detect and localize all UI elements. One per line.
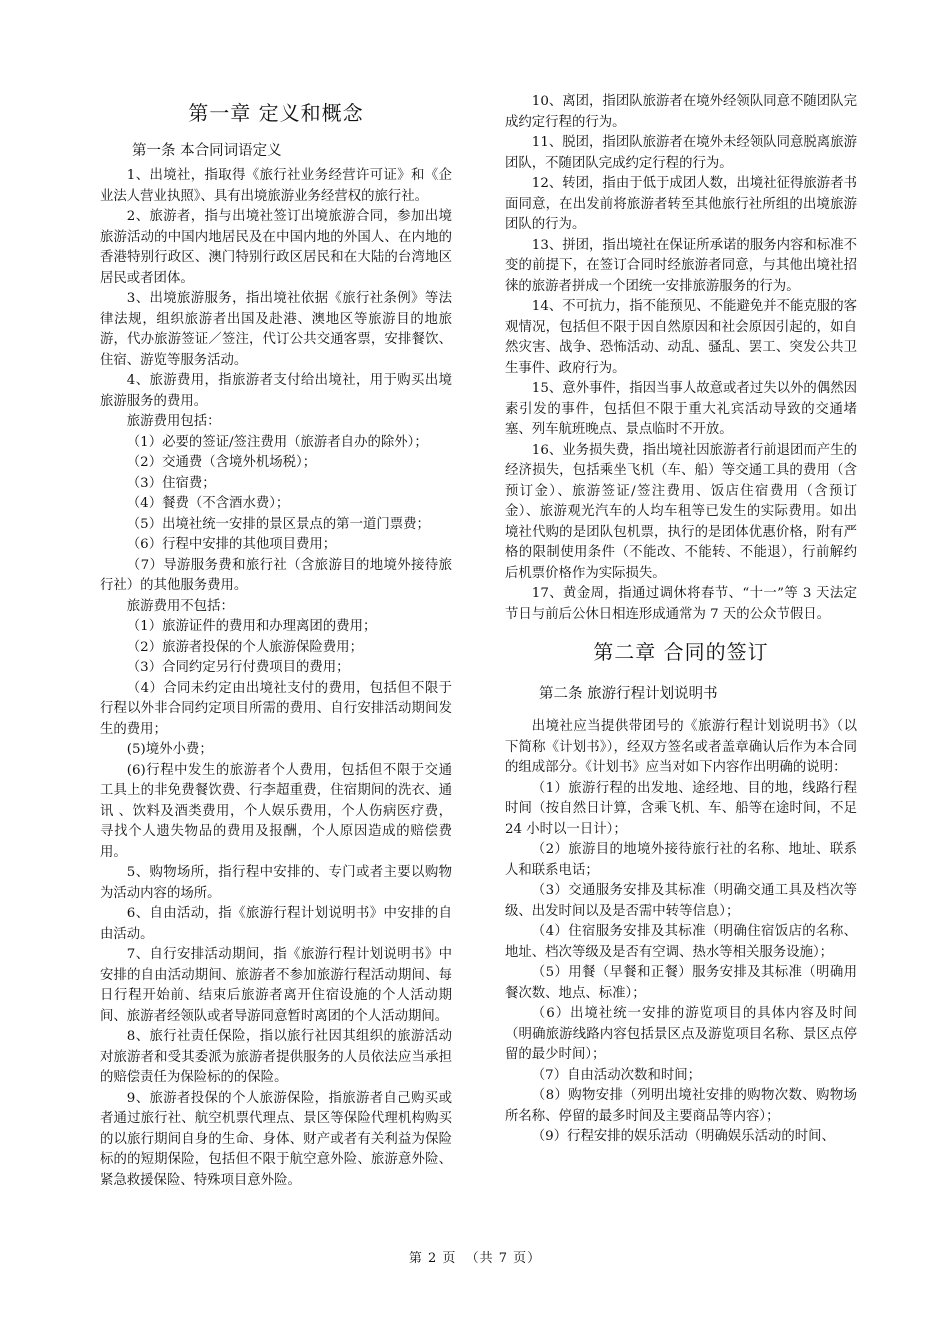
paragraph: （5）出境社统一安排的景区景点的第一道门票费； bbox=[126, 516, 430, 532]
paragraph: 6、自由活动，指《旅游行程计划说明书》中安排的自由活动。 bbox=[100, 906, 452, 942]
paragraph: 2、旅游者，指与出境社签订出境旅游合同，参加出境旅游活动的中国内地居民及在中国内地的外国人、在内地的香港特别行政区、澳门特别行政区居民和在大陆的台湾地区居民或者团体。 bbox=[100, 209, 452, 286]
paragraph: （5）用餐（早餐和正餐）服务安排及其标准（明确用餐次数、地点、标准）； bbox=[505, 965, 857, 1001]
paragraph: (6)行程中发生的旅游者个人费用，包括但不限于交通工具上的非免费餐饮费、行李超重费，住宿期间的洗衣、通讯 、饮料及酒类费用，个人娱乐费用，个人伤病医疗费，寻找个人遗失物品的费用及报酬，个人原因造成的赔偿费用。 bbox=[100, 762, 452, 860]
paragraph: 10、离团，指团队旅游者在境外经领队同意不随团队完成约定行程的行为。 bbox=[505, 94, 857, 130]
paragraph: 3、出境旅游服务，指出境社依据《旅行社条例》等法律法规，组织旅游者出国及赴港、澳地区等旅游目的地旅游，代办旅游签证／签注，代订公共交通客票，安排餐饮、住宿、游览等服务活动。 bbox=[100, 291, 452, 368]
paragraph: （1）旅游证件的费用和办理离团的费用； bbox=[126, 619, 377, 634]
paragraph: （2）交通费（含境外机场税）； bbox=[126, 455, 317, 470]
paragraph: （3）住宿费； bbox=[126, 475, 216, 491]
paragraph: （4）餐费（不含酒水费）； bbox=[126, 496, 290, 511]
paragraph: 17、黄金周，指通过调休将春节、“十一”等 3 天法定节日与前后公休日相连形成通常为 7 天的公众节假日。 bbox=[505, 586, 857, 622]
left-column bbox=[100, 92, 452, 1191]
paragraph: 13、拼团，指出境社在保证所承诺的服务内容和标准不变的前提下，在签订合同时经旅游者同意，与其他出境社招徕的旅游者拼成一个团统一安排旅游服务的行为。 bbox=[505, 237, 857, 294]
left-paragraphs bbox=[100, 166, 452, 1191]
paragraph: (5)境外小费； bbox=[126, 742, 213, 757]
chapter-2-title: 第二章 合同的签订 bbox=[593, 640, 769, 664]
paragraph: 4、旅游费用，指旅游者支付给出境社，用于购买出境旅游服务的费用。 bbox=[100, 373, 452, 409]
paragraph: 12、转团，指由于低于成团人数，出境社征得旅游者书面同意，在出发前将旅游者转至其他旅行社所组的出境旅游团队的行为。 bbox=[505, 176, 857, 232]
page-footer bbox=[0, 1247, 950, 1266]
paragraph: 出境社应当提供带团号的《旅游行程计划说明书》（以下简称《计划书》），经双方签名或者盖章确认后作为本合同的组成部分。《计划书》应当对如下内容作出明确的说明： bbox=[505, 719, 857, 775]
paragraph: （3）交通服务安排及其标准（明确交通工具及档次等级、出发时间以及是否需中转等信息）； bbox=[505, 883, 857, 919]
right-paragraphs-a bbox=[505, 92, 857, 625]
paragraph: （3）合同约定另行付费项目的费用； bbox=[126, 660, 350, 675]
paragraph: 7、自行安排活动期间，指《旅游行程计划说明书》中安排的自由活动期间、旅游者不参加旅游行程活动期间、每日行程开始前、结束后旅游者离开住宿设施的个人活动期间、旅游者经领队或者导游同意暂时离团的个人活动期间。 bbox=[100, 947, 452, 1024]
paragraph: （2）旅游者投保的个人旅游保险费用； bbox=[126, 639, 363, 655]
article-2-title: 第二条 旅游行程计划说明书 bbox=[539, 686, 718, 702]
right-paragraphs-b bbox=[505, 717, 857, 1148]
paragraph: （1）必要的签证/签注费用（旅游者自办的除外）； bbox=[126, 434, 428, 450]
page-total: （共 7 页） bbox=[465, 1251, 542, 1266]
paragraph: 旅游费用不包括： bbox=[126, 598, 234, 614]
paragraph: 5、购物场所，指行程中安排的、专门或者主要以购物为活动内容的场所。 bbox=[100, 865, 452, 901]
paragraph: （9）行程安排的娱乐活动（明确娱乐活动的时间、 bbox=[531, 1129, 835, 1144]
paragraph: （6）行程中安排的其他项目费用； bbox=[126, 537, 337, 552]
paragraph: 旅游费用包括： bbox=[126, 414, 221, 429]
paragraph: （6）出境社统一安排的游览项目的具体内容及时间（明确旅游线路内容包括景区点及游览项目名称、景区点停留的最少时间）； bbox=[505, 1006, 857, 1062]
paragraph: （7）导游服务费和旅行社（含旅游目的地境外接待旅行社）的其他服务费用。 bbox=[100, 557, 452, 593]
right-column bbox=[505, 92, 857, 1148]
paragraph: 9、旅游者投保的个人旅游保险，指旅游者自己购买或者通过旅行社、航空机票代理点、景区等保险代理机构购买的以旅行期间自身的生命、身体、财产或者有关利益为保险标的的短期保险，包括但不限于航空意外险、旅游意外险、紧急救援保险、特殊项目意外险。 bbox=[100, 1090, 452, 1188]
paragraph: （1）旅游行程的出发地、途经地、目的地，线路行程时间（按自然日计算，含乘飞机、车、船等在途时间，不足 24 小时以一日计）； bbox=[505, 780, 857, 837]
paragraph: 11、脱团，指团队旅游者在境外未经领队同意脱离旅游团队，不随团队完成约定行程的行为。 bbox=[505, 135, 857, 171]
paragraph: 8、旅行社责任保险，指以旅行社因其组织的旅游活动对旅游者和受其委派为旅游者提供服务的人员依法应当承担的赔偿责任为保险标的的保险。 bbox=[100, 1029, 452, 1085]
paragraph: 16、业务损失费，指出境社因旅游者行前退团而产生的经济损失，包括乘坐飞机（车、船）等交通工具的费用（含预订金）、旅游签证/签注费用、饭店住宿费用（含预订金）、旅游观光汽车的人均车租等已发生的实际费用。如出境社代购的是团队包机票，执行的是团体优惠价格，附有严格的限制使用条件（不能改、不能转、不能退），行前解约后机票价格作为实际损失。 bbox=[505, 442, 857, 581]
paragraph: （4）合同未约定由出境社支付的费用，包括但不限于行程以外非合同约定项目所需的费用、自行安排活动期间发生的费用； bbox=[100, 680, 452, 737]
paragraph: 14、不可抗力，指不能预见、不能避免并不能克服的客观情况，包括但不限于因自然原因和社会原因引起的，如自然灾害、战争、恐怖活动、动乱、骚乱、罢工、突发公共卫生事件、政府行为。 bbox=[505, 299, 857, 376]
chapter-1-title: 第一章 定义和概念 bbox=[188, 101, 364, 125]
paragraph: （8）购物安排（列明出境社安排的购物次数、购物场所名称、停留的最多时间及主要商品等内容）； bbox=[505, 1088, 857, 1124]
article-1-title: 第一条 本合同词语定义 bbox=[132, 143, 282, 159]
paragraph: （2）旅游目的地境外接待旅行社的名称、地址、联系人和联系电话； bbox=[505, 842, 857, 878]
paragraph: （7）自由活动次数和时间； bbox=[531, 1067, 702, 1083]
page-number: 第 2 页 bbox=[408, 1251, 457, 1266]
paragraph: 1、出境社，指取得《旅行社业务经营许可证》和《企业法人营业执照》、具有出境旅游业务经营权的旅行社。 bbox=[100, 168, 452, 204]
paragraph: 15、意外事件，指因当事人故意或者过失以外的偶然因素引发的事件，包括但不限于重大礼宾活动导致的交通堵塞、列车航班晚点、景点临时不开放。 bbox=[505, 381, 857, 437]
paragraph: （4）住宿服务安排及其标准（明确住宿饭店的名称、地址、档次等级及是否有空调、热水等相关服务设施）； bbox=[505, 924, 857, 960]
